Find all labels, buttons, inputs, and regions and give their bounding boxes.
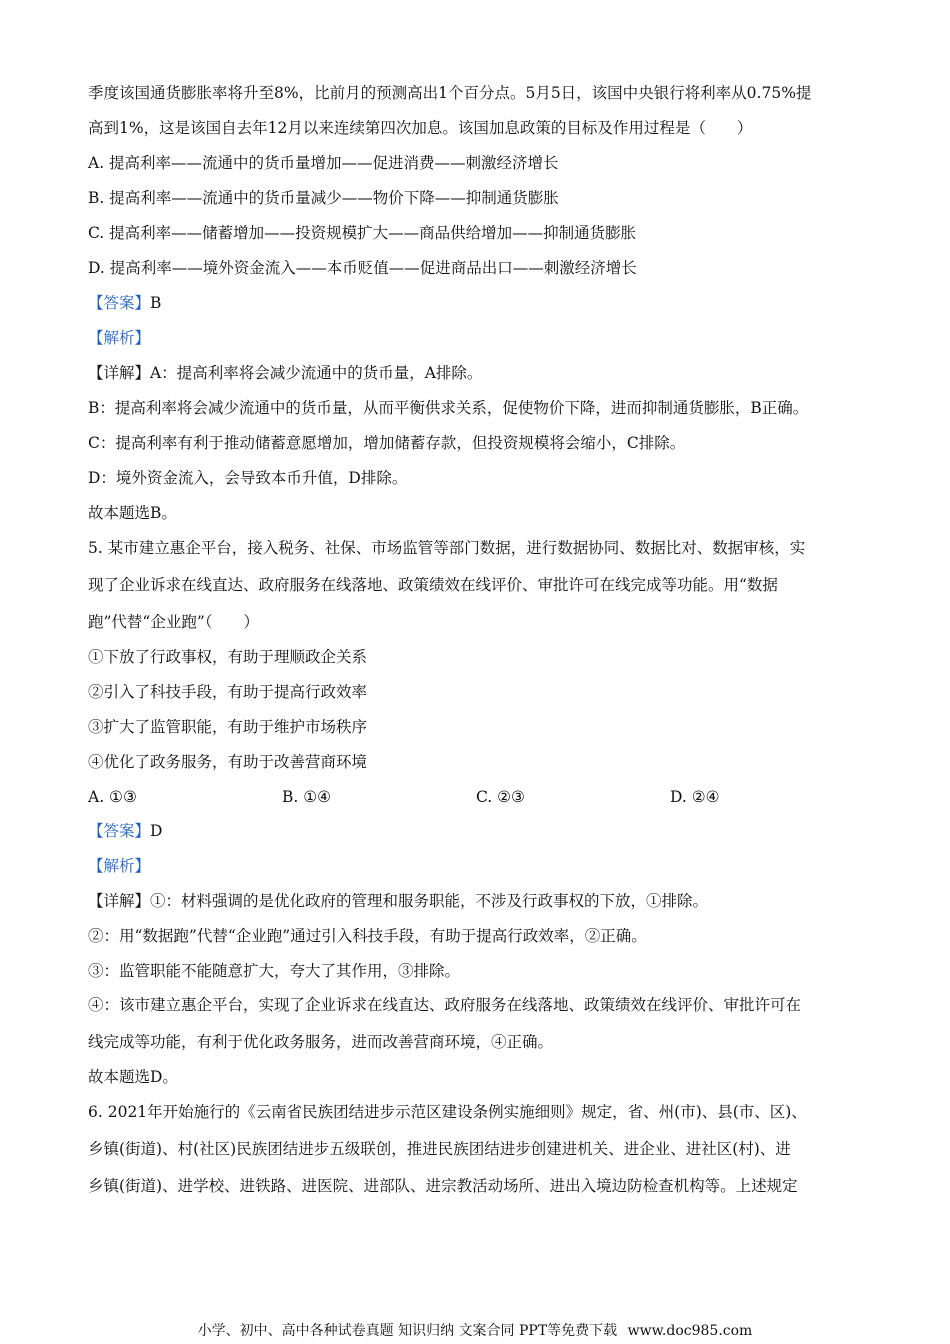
q6-stem-line3: 乡镇(街道)、进学校、进铁路、进医院、进部队、进宗教活动场所、进出入境边防检查机构等。上述规定 (88, 1177, 798, 1195)
q5-option-d: D. ②④ (670, 788, 720, 806)
q5-analysis-tag: 【解析】 (88, 857, 151, 875)
q5-item-1: ①下放了行政事权，有助于理顺政企关系 (88, 648, 368, 666)
q5-detail-3: ③：监管职能不能随意扩大，夸大了其作用，③排除。 (88, 962, 461, 980)
detail-text: A：提高利率将会减少流通中的货币量，A排除。 (150, 364, 483, 382)
q5-item-4: ④优化了政务服务，有助于改善营商环境 (88, 753, 368, 771)
q6-stem-line1: 6. 2021年开始施行的《云南省民族团结进步示范区建设条例实施细则》规定，省、州(市)、县(市、区)、 (88, 1103, 807, 1121)
q4-detail-a (88, 362, 482, 384)
detail-text: ①：材料强调的是优化政府的管理和服务职能，不涉及行政事权的下放，①排除。 (150, 892, 709, 910)
q4-stem-line2: 高到1%，这是该国自去年12月以来连续第四次加息。该国加息政策的目标及作用过程是（ ） (88, 119, 753, 137)
detail-tag: 【详解】 (88, 892, 151, 910)
answer-value: B (150, 294, 162, 312)
q4-answer (88, 292, 161, 314)
q5-stem-line1: 5. 某市建立惠企平台，接入税务、社保、市场监管等部门数据，进行数据协同、数据比对、数据审核，实 (88, 539, 806, 557)
q4-option-c: C. 提高利率——储蓄增加——投资规模扩大——商品供给增加——抑制通货膨胀 (88, 224, 637, 242)
q4-option-d: D. 提高利率——境外资金流入——本币贬值——促进商品出口——刺激经济增长 (88, 259, 637, 277)
q5-option-c: C. ②③ (476, 788, 525, 806)
q5-detail-4-line2: 线完成等功能，有利于优化政务服务，进而改善营商环境，④正确。 (88, 1033, 554, 1051)
footer-text: 小学、初中、高中各种试卷真题 知识归纳 文案合同 PPT等免费下载 (197, 1323, 618, 1339)
page-footer (0, 1322, 950, 1340)
q5-detail-2: ②：用“数据跑”代替“企业跑”通过引入科技手段，有助于提高行政效率，②正确。 (88, 927, 647, 945)
q5-answer (88, 820, 162, 842)
footer-url[interactable]: www.doc985.com (627, 1323, 753, 1339)
q5-option-b: B. ①④ (282, 788, 332, 806)
q5-conclusion: 故本题选D。 (88, 1068, 178, 1086)
q4-detail-b: B：提高利率将会减少流通中的货币量，从而平衡供求关系，促使物价下降，进而抑制通货膨胀，B正确。 (88, 399, 809, 417)
q5-detail-4-line1: ④：该市建立惠企平台，实现了企业诉求在线直达、政府服务在线落地、政策绩效在线评价、审批许可在 (88, 996, 802, 1014)
q4-stem-line1: 季度该国通货膨胀率将升至8%，比前月的预测高出1个百分点。5月5日，该国中央银行将利率从0.75%提 (88, 84, 812, 102)
answer-tag: 【答案】 (88, 822, 151, 840)
q4-option-b: B. 提高利率——流通中的货币量减少——物价下降——抑制通货膨胀 (88, 189, 559, 207)
answer-value: D (150, 822, 163, 840)
q5-item-2: ②引入了科技手段，有助于提高行政效率 (88, 683, 368, 701)
q4-analysis-tag: 【解析】 (88, 329, 151, 347)
q4-conclusion: 故本题选B。 (88, 504, 177, 522)
q5-option-a: A. ①③ (88, 788, 137, 806)
q5-item-3: ③扩大了监管职能，有助于维护市场秩序 (88, 718, 368, 736)
q4-option-a: A. 提高利率——流通中的货币量增加——促进消费——刺激经济增长 (88, 154, 559, 172)
q5-stem-line2: 现了企业诉求在线直达、政府服务在线落地、政策绩效在线评价、审批许可在线完成等功能。用“数据 (88, 576, 778, 594)
q4-detail-d: D：境外资金流入，会导致本币升值，D排除。 (88, 469, 408, 487)
answer-tag: 【答案】 (88, 294, 151, 312)
q5-stem-line3: 跑”代替“企业跑”（ ） (88, 613, 260, 631)
q6-stem-line2: 乡镇(街道)、村(社区)民族团结进步五级联创，推进民族团结进步创建进机关、进企业、进社区(村)、进 (88, 1140, 791, 1158)
detail-tag: 【详解】 (88, 364, 151, 382)
q5-detail-1 (88, 890, 708, 912)
q4-detail-c: C：提高利率有利于推动储蓄意愿增加，增加储蓄存款，但投资规模将会缩小，C排除。 (88, 434, 686, 452)
